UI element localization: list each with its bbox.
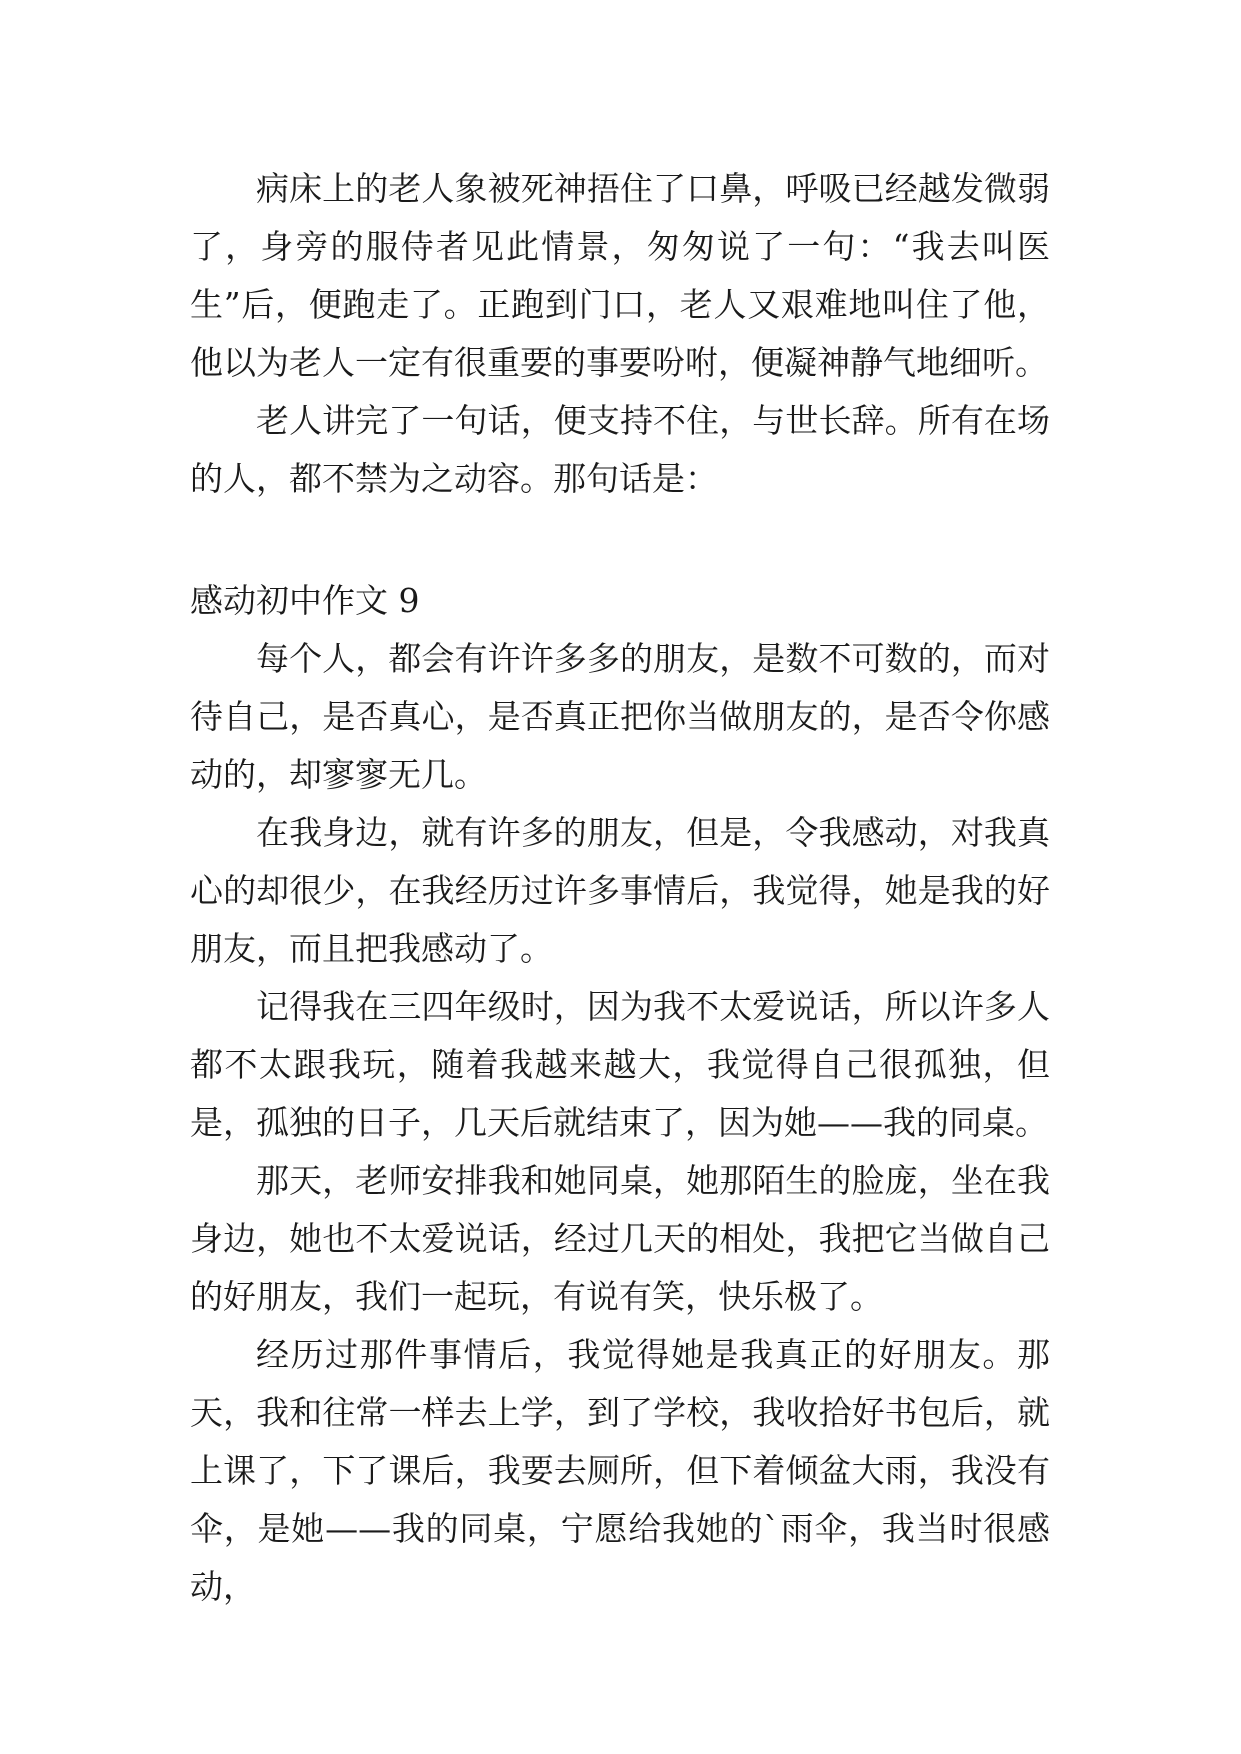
paragraph: 老人讲完了一句话，便支持不住，与世长辞。所有在场的人，都不禁为之动容。那句话是：	[190, 401, 1050, 498]
paragraph: 经历过那件事情后，我觉得她是我真正的好朋友。那天，我和往常一样去上学，到了学校，我收拾好书包后，就上课了，下了课后，我要去厕所，但下着倾盆大雨，我没有伞，是她——我的同桌，宁愿给我她的`雨伞，我当时很感动，	[190, 1335, 1050, 1606]
paragraph: 在我身边，就有许多的朋友，但是，令我感动，对我真心的却很少，在我经历过许多事情后，我觉得，她是我的好朋友，而且把我感动了。	[190, 813, 1050, 968]
paragraph: 每个人，都会有许许多多的朋友，是数不可数的，而对待自己，是否真心，是否真正把你当做朋友的，是否令你感动的，却寥寥无几。	[190, 639, 1050, 794]
paragraph: 记得我在三四年级时，因为我不太爱说话，所以许多人都不太跟我玩，随着我越来越大，我觉得自己很孤独，但是，孤独的日子，几天后就结束了，因为她——我的同桌。	[190, 987, 1050, 1142]
paragraph: 病床上的老人象被死神捂住了口鼻，呼吸已经越发微弱了，身旁的服侍者见此情景，匆匆说了一句：“我去叫医生”后，便跑走了。正跑到门口，老人又艰难地叫住了他，他以为老人一定有很重要的事要吩咐，便凝神静气地细听。	[190, 169, 1050, 382]
document-body	[190, 160, 1050, 1616]
section-title: 感动初中作文 9	[190, 581, 420, 620]
paragraph: 那天，老师安排我和她同桌，她那陌生的脸庞，坐在我身边，她也不太爱说话，经过几天的相处，我把它当做自己的好朋友，我们一起玩，有说有笑，快乐极了。	[190, 1161, 1050, 1316]
